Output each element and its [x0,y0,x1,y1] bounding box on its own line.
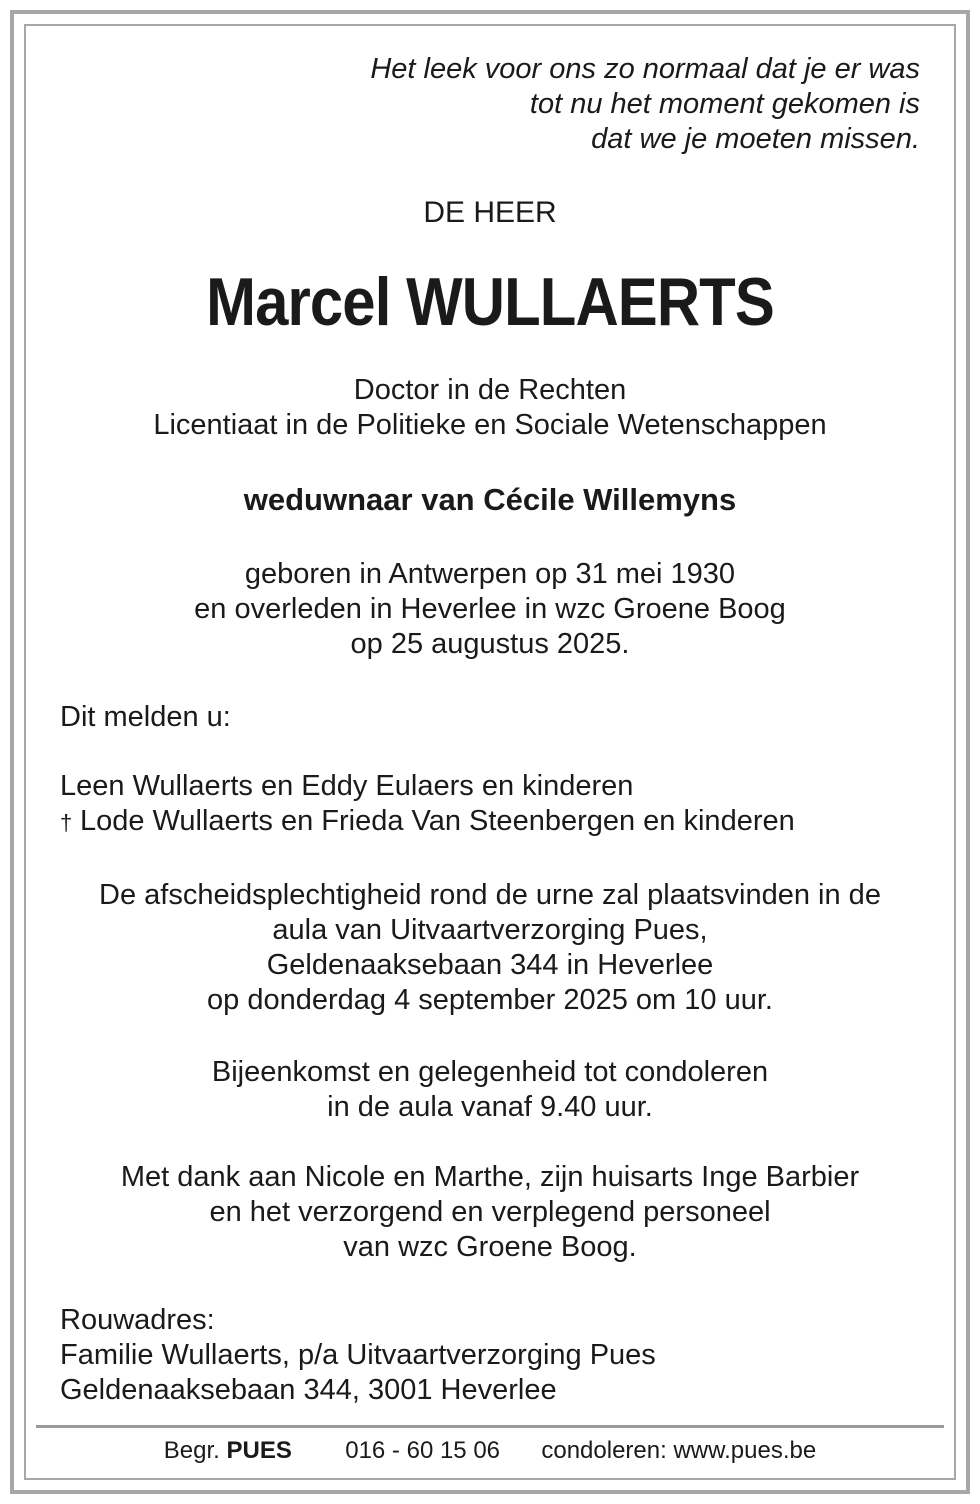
degree-line: Licentiaat in de Politieke en Sociale Wetenschappen [153,409,827,441]
widower-line: weduwnaar van Cécile Willemyns [243,482,737,517]
birth-death-line: geboren in Antwerpen op 31 mei 1930 [244,558,736,590]
ceremony-line: op donderdag 4 september 2025 om 10 uur. [207,984,773,1016]
birth-death-line: en overleden in Heverlee in wzc Groene Boog [194,593,786,625]
footer-divider [36,1425,944,1428]
gathering-line: Bijeenkomst en gelegenheid tot condoleren [211,1056,769,1088]
footer-begr-label: Begr. [163,1437,220,1464]
footer-phone: 016 - 60 15 06 [345,1437,501,1464]
family-list [60,769,795,840]
announce-intro: Dit melden u: [60,701,231,733]
ceremony-line: Geldenaaksebaan 344 in Heverlee [266,949,714,981]
poem [370,52,920,157]
degrees [0,373,980,443]
gathering [0,1055,980,1125]
deceased-name: Marcel WULLAERTS [206,264,774,340]
honorific: DE HEER [423,196,557,229]
cross-icon: † [60,810,73,835]
poem-line: Het leek voor ons zo normaal dat je er was [370,53,920,85]
poem-line: dat we je moeten missen. [591,123,920,155]
mourning-address-line: Familie Wullaerts, p/a Uitvaartverzorging Pues [60,1339,656,1371]
thanks-line: en het verzorgend en verplegend personeel [209,1196,771,1228]
mourning-address [60,1303,656,1408]
family-item-text: Lode Wullaerts en Frieda Van Steenbergen en kinderen [80,805,795,837]
degree-line: Doctor in de Rechten [353,374,627,406]
birth-death-line: op 25 augustus 2025. [350,628,630,660]
ceremony-line: De afscheidsplechtigheid rond de urne zal plaatsvinden in de [99,879,881,911]
footer [0,1433,980,1469]
family-item-text: Leen Wullaerts en Eddy Eulaers en kinderen [60,770,634,802]
ceremony [0,878,980,1018]
family-item [60,804,795,840]
thanks [0,1160,980,1265]
thanks-line: Met dank aan Nicole en Marthe, zijn huisarts Inge Barbier [120,1161,860,1193]
mourning-address-label: Rouwadres: [60,1304,215,1336]
footer-condolences: condoleren: www.pues.be [541,1437,817,1464]
gathering-line: in de aula vanaf 9.40 uur. [327,1091,653,1123]
poem-line: tot nu het moment gekomen is [529,88,920,120]
family-item [60,769,795,804]
mourning-address-line: Geldenaaksebaan 344, 3001 Heverlee [60,1374,557,1406]
thanks-line: van wzc Groene Boog. [343,1231,637,1263]
footer-undertaker: PUES [226,1437,292,1464]
ceremony-line: aula van Uitvaartverzorging Pues, [272,914,708,946]
birth-death [0,557,980,662]
